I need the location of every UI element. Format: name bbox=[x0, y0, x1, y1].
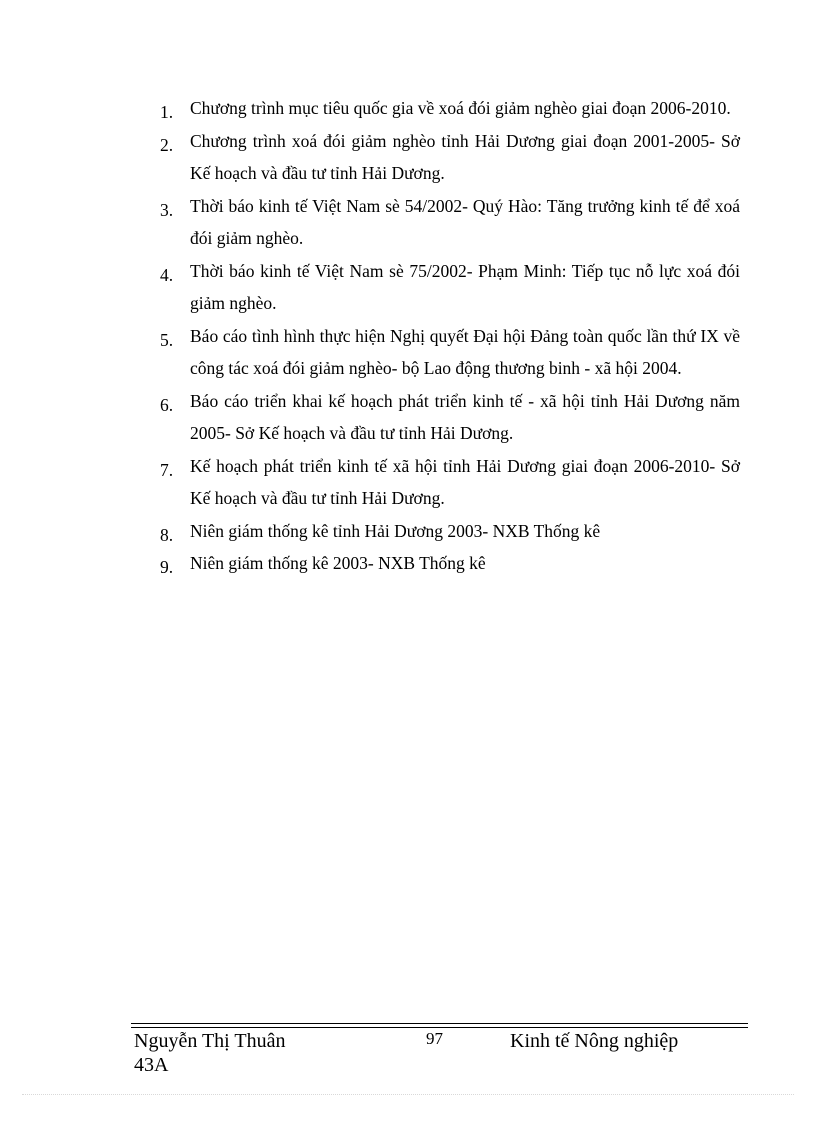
item-number: 8. bbox=[160, 524, 174, 545]
item-text: Báo cáo triển khai kế hoạch phát triển kinh tế - xã hội tỉnh Hải Dương năm 2005- Sở Kế hoạch và đầu tư tỉnh Hải Dương. bbox=[190, 390, 740, 443]
item-number: 6. bbox=[160, 394, 174, 415]
footer-author bbox=[134, 1029, 285, 1077]
page-number: 97 bbox=[426, 1029, 443, 1048]
item-number: 2. bbox=[160, 134, 174, 155]
item-text: Báo cáo tình hình thực hiện Nghị quyết Đại hội Đảng toàn quốc lần thứ IX về công tác xoá đói giảm nghèo- bộ Lao động thương binh - xã hội 2004. bbox=[190, 325, 740, 378]
item-text: Chương trình mục tiêu quốc gia về xoá đói giảm nghèo giai đoạn 2006-2010. bbox=[190, 98, 731, 118]
item-number: 3. bbox=[160, 199, 174, 220]
list-item bbox=[160, 255, 740, 320]
list-item bbox=[160, 190, 740, 255]
list-item bbox=[160, 320, 740, 385]
item-text: Kế hoạch phát triển kinh tế xã hội tỉnh Hải Dương giai đoạn 2006-2010- Sở Kế hoạch và đầu tư tỉnh Hải Dương. bbox=[190, 455, 740, 508]
list-item bbox=[160, 547, 740, 580]
list-item bbox=[160, 92, 740, 125]
list-item bbox=[160, 385, 740, 450]
item-number: 1. bbox=[160, 102, 174, 122]
author-name: Nguyễn Thị Thuân bbox=[134, 1030, 286, 1052]
footer-divider bbox=[131, 1023, 748, 1024]
list-item bbox=[160, 450, 740, 515]
footer-department: Kinh tế Nông nghiệp bbox=[510, 1030, 679, 1052]
author-class: 43A bbox=[134, 1054, 169, 1076]
item-number: 9. bbox=[160, 557, 174, 577]
item-number: 7. bbox=[160, 459, 174, 480]
item-text: Thời báo kinh tế Việt Nam sè 75/2002- Phạm Minh: Tiếp tục nỗ lực xoá đói giảm nghèo. bbox=[190, 260, 740, 313]
item-text: Chương trình xoá đói giảm nghèo tỉnh Hải Dương giai đoạn 2001-2005- Sở Kế hoạch và đầu tư tỉnh Hải Dương. bbox=[190, 130, 740, 183]
item-text: Niên giám thống kê tỉnh Hải Dương 2003- NXB Thống kê bbox=[190, 520, 601, 541]
item-text: Niên giám thống kê 2003- NXB Thống kê bbox=[190, 553, 486, 573]
list-item bbox=[160, 125, 740, 190]
page-edge-divider bbox=[22, 1094, 794, 1095]
list-item bbox=[160, 515, 740, 548]
item-number: 4. bbox=[160, 264, 174, 285]
item-text: Thời báo kinh tế Việt Nam sè 54/2002- Quý Hào: Tăng trưởng kinh tế để xoá đói giảm nghèo. bbox=[190, 195, 740, 248]
reference-list bbox=[160, 92, 740, 580]
item-number: 5. bbox=[160, 329, 174, 350]
